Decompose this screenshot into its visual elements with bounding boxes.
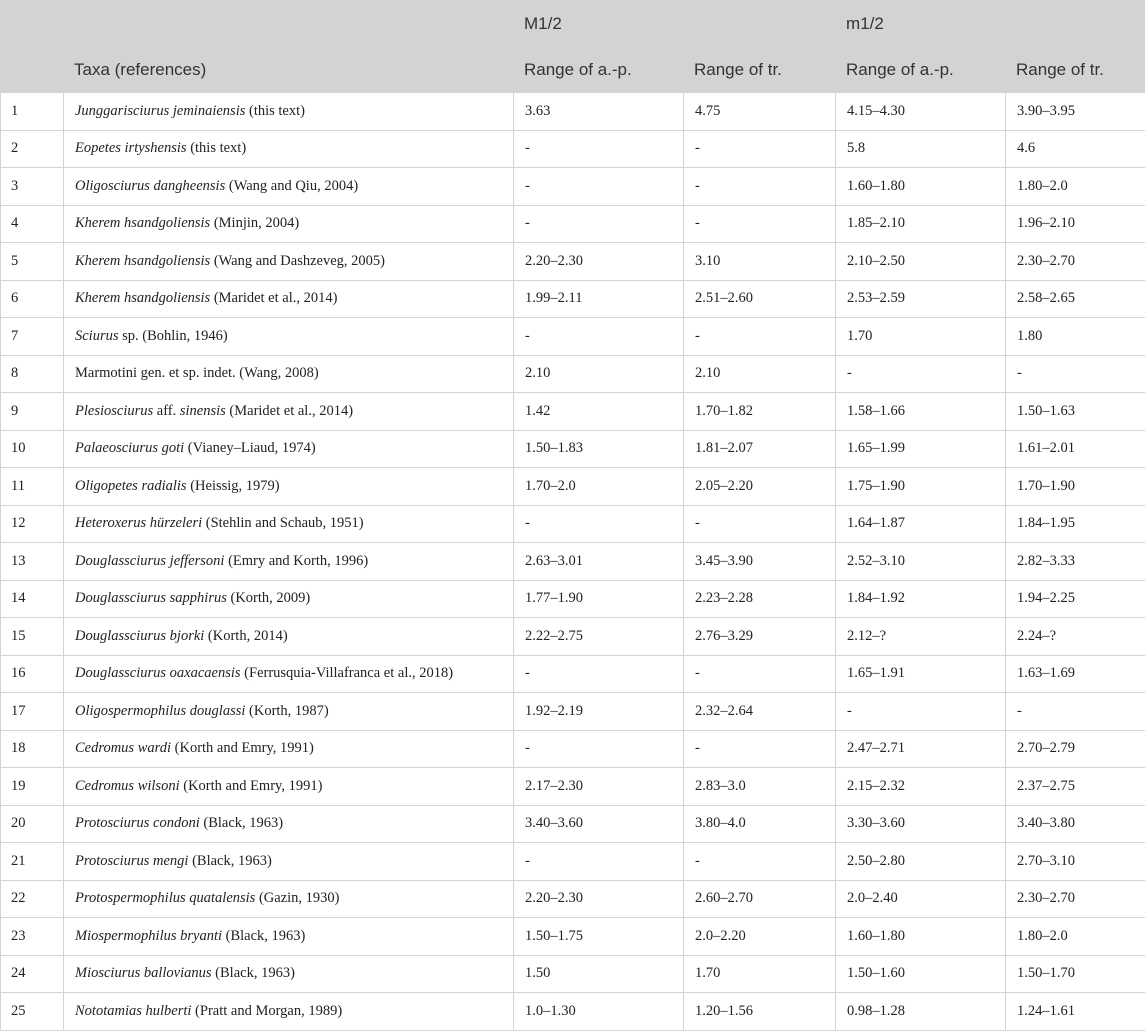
taxon-scientific-name: Kherem hsandgoliensis [75, 290, 210, 306]
taxon-scientific-name: Plesiosciurus [75, 403, 153, 419]
row-number: 4 [1, 205, 64, 243]
m-upper-range-ap: 1.77–1.90 [514, 580, 684, 618]
m-lower-range-ap: 2.47–2.71 [836, 730, 1006, 768]
m-upper-range-ap: - [514, 730, 684, 768]
taxon-scientific-name: Douglassciurus oaxacaensis [75, 665, 241, 681]
taxon-reference: (Korth, 1987) [245, 703, 328, 719]
header-taxa-blank [64, 1, 514, 47]
taxon-cell [64, 280, 514, 318]
row-number: 10 [1, 430, 64, 468]
taxon-cell [64, 243, 514, 281]
m-upper-range-ap: 1.50–1.83 [514, 430, 684, 468]
m-lower-range-ap: 1.85–2.10 [836, 205, 1006, 243]
taxon-cell [64, 880, 514, 918]
m-lower-range-ap: 1.50–1.60 [836, 955, 1006, 993]
taxon-cell [64, 205, 514, 243]
taxon-scientific-name: Protosciurus mengi [75, 853, 188, 869]
row-number: 21 [1, 843, 64, 881]
table-row [1, 768, 1145, 806]
table-header [1, 1, 1145, 93]
m-lower-range-tr: 1.84–1.95 [1006, 505, 1145, 543]
taxon-reference: (Korth, 2009) [227, 590, 310, 606]
taxon-reference: (this text) [245, 103, 305, 119]
m-lower-range-ap: 1.70 [836, 318, 1006, 356]
row-number: 14 [1, 580, 64, 618]
taxon-scientific-name: Cedromus wardi [75, 740, 171, 756]
taxon-cell [64, 768, 514, 806]
m-upper-range-ap: 1.0–1.30 [514, 993, 684, 1031]
m-lower-range-ap: 1.60–1.80 [836, 918, 1006, 956]
taxon-cell [64, 468, 514, 506]
m-upper-range-tr: 1.20–1.56 [684, 993, 836, 1031]
taxon-scientific-name: Cedromus wilsoni [75, 778, 180, 794]
taxon-scientific-name: Miosciurus ballovianus [75, 965, 212, 981]
row-number: 11 [1, 468, 64, 506]
table-row [1, 318, 1145, 356]
m-lower-range-ap: 2.12–? [836, 618, 1006, 656]
m-lower-range-tr: 1.80–2.0 [1006, 918, 1145, 956]
row-number: 18 [1, 730, 64, 768]
m-upper-range-ap: 1.50 [514, 955, 684, 993]
header-group-m-upper: M1/2 [514, 1, 836, 47]
m-upper-range-tr: 2.83–3.0 [684, 768, 836, 806]
taxon-cell [64, 580, 514, 618]
taxon-scientific-name: Miospermophilus bryanti [75, 928, 222, 944]
m-lower-range-tr: 2.37–2.75 [1006, 768, 1145, 806]
m-lower-range-ap: 2.50–2.80 [836, 843, 1006, 881]
m-upper-range-ap: 3.40–3.60 [514, 805, 684, 843]
row-number: 6 [1, 280, 64, 318]
m-upper-range-ap: 2.63–3.01 [514, 543, 684, 581]
row-number: 5 [1, 243, 64, 281]
row-number: 2 [1, 130, 64, 168]
taxon-cell [64, 543, 514, 581]
taxon-reference: (Ferrusquia-Villafranca et al., 2018) [241, 665, 454, 681]
taxon-reference: (Heissig, 1979) [187, 478, 280, 494]
table-row [1, 580, 1145, 618]
table-row [1, 693, 1145, 731]
m-lower-range-ap: 2.52–3.10 [836, 543, 1006, 581]
m-upper-range-ap: - [514, 168, 684, 206]
row-number: 17 [1, 693, 64, 731]
taxon-cell [64, 168, 514, 206]
header-m-lower-range-tr: Range of tr. [1006, 47, 1145, 93]
taxon-scientific-name: Protospermophilus quatalensis [75, 890, 255, 906]
taxon-reference: (Korth and Emry, 1991) [171, 740, 314, 756]
m-upper-range-ap: 2.17–2.30 [514, 768, 684, 806]
taxon-cell [64, 130, 514, 168]
m-upper-range-ap: - [514, 843, 684, 881]
m-upper-range-tr: 2.10 [684, 355, 836, 393]
table-body [1, 93, 1145, 1031]
taxon-scientific-name: Kherem hsandgoliensis [75, 215, 210, 231]
m-upper-range-tr: 2.76–3.29 [684, 618, 836, 656]
taxon-scientific-name: Heteroxerus hürzeleri [75, 515, 202, 531]
m-upper-range-tr: - [684, 730, 836, 768]
taxon-reference: Marmotini gen. et sp. indet. (Wang, 2008) [75, 365, 319, 381]
m-lower-range-tr: 1.50–1.70 [1006, 955, 1145, 993]
m-upper-range-ap: 2.10 [514, 355, 684, 393]
taxon-reference: (this text) [187, 140, 247, 156]
taxon-scientific-name: sinensis [180, 403, 226, 419]
taxon-cell [64, 355, 514, 393]
m-lower-range-ap: 1.65–1.91 [836, 655, 1006, 693]
row-number: 3 [1, 168, 64, 206]
table-row [1, 393, 1145, 431]
m-upper-range-tr: - [684, 168, 836, 206]
m-lower-range-ap: 2.0–2.40 [836, 880, 1006, 918]
m-upper-range-tr: 2.23–2.28 [684, 580, 836, 618]
taxon-cell [64, 805, 514, 843]
m-lower-range-tr: 3.40–3.80 [1006, 805, 1145, 843]
taxon-reference: (Wang and Qiu, 2004) [225, 178, 358, 194]
m-upper-range-tr: 2.32–2.64 [684, 693, 836, 731]
taxon-cell [64, 730, 514, 768]
m-lower-range-ap: - [836, 355, 1006, 393]
taxon-cell [64, 693, 514, 731]
m-lower-range-tr: 2.58–2.65 [1006, 280, 1145, 318]
m-upper-range-ap: 3.63 [514, 93, 684, 131]
m-upper-range-tr: - [684, 655, 836, 693]
table-row [1, 655, 1145, 693]
header-number-blank [1, 1, 64, 93]
m-upper-range-tr: 4.75 [684, 93, 836, 131]
taxon-scientific-name: Kherem hsandgoliensis [75, 253, 210, 269]
taxon-reference: (Vianey–Liaud, 1974) [184, 440, 316, 456]
header-column-row [1, 47, 1145, 93]
row-number: 8 [1, 355, 64, 393]
taxon-cell [64, 993, 514, 1031]
m-lower-range-ap: 1.84–1.92 [836, 580, 1006, 618]
m-upper-range-ap: 1.99–2.11 [514, 280, 684, 318]
m-lower-range-tr: 1.63–1.69 [1006, 655, 1145, 693]
table-row [1, 130, 1145, 168]
m-upper-range-ap: - [514, 318, 684, 356]
table-row [1, 955, 1145, 993]
table-row [1, 430, 1145, 468]
m-lower-range-tr: 1.80 [1006, 318, 1145, 356]
m-upper-range-ap: 1.92–2.19 [514, 693, 684, 731]
m-lower-range-tr: 1.80–2.0 [1006, 168, 1145, 206]
taxon-reference: (Black, 1963) [222, 928, 305, 944]
m-lower-range-tr: 1.61–2.01 [1006, 430, 1145, 468]
taxon-scientific-name: Oligopetes radialis [75, 478, 187, 494]
m-upper-range-tr: - [684, 505, 836, 543]
header-m-upper-range-ap: Range of a.-p. [514, 47, 684, 93]
m-lower-range-tr: 1.24–1.61 [1006, 993, 1145, 1031]
row-number: 19 [1, 768, 64, 806]
taxon-reference: (Black, 1963) [188, 853, 271, 869]
m-lower-range-tr: - [1006, 693, 1145, 731]
m-upper-range-tr: - [684, 130, 836, 168]
m-lower-range-ap: - [836, 693, 1006, 731]
m-lower-range-ap: 3.30–3.60 [836, 805, 1006, 843]
m-lower-range-tr: 2.82–3.33 [1006, 543, 1145, 581]
taxon-reference: (Maridet et al., 2014) [226, 403, 353, 419]
taxon-cell [64, 505, 514, 543]
m-upper-range-ap: - [514, 130, 684, 168]
m-upper-range-tr: 3.10 [684, 243, 836, 281]
row-number: 12 [1, 505, 64, 543]
m-upper-range-ap: 2.22–2.75 [514, 618, 684, 656]
m-lower-range-tr: 1.94–2.25 [1006, 580, 1145, 618]
row-number: 15 [1, 618, 64, 656]
row-number: 7 [1, 318, 64, 356]
taxon-cell [64, 955, 514, 993]
m-lower-range-ap: 1.60–1.80 [836, 168, 1006, 206]
taxon-scientific-name: Oligosciurus dangheensis [75, 178, 225, 194]
m-lower-range-tr: 4.6 [1006, 130, 1145, 168]
table-row [1, 505, 1145, 543]
m-upper-range-tr: 1.70–1.82 [684, 393, 836, 431]
m-lower-range-ap: 4.15–4.30 [836, 93, 1006, 131]
table-row [1, 468, 1145, 506]
m-lower-range-tr: 1.50–1.63 [1006, 393, 1145, 431]
m-upper-range-tr: - [684, 205, 836, 243]
taxon-cell [64, 918, 514, 956]
row-number: 20 [1, 805, 64, 843]
row-number: 25 [1, 993, 64, 1031]
taxon-reference: (Black, 1963) [212, 965, 295, 981]
m-lower-range-tr: 2.30–2.70 [1006, 243, 1145, 281]
taxon-cell [64, 393, 514, 431]
m-upper-range-tr: 2.0–2.20 [684, 918, 836, 956]
row-number: 13 [1, 543, 64, 581]
m-lower-range-tr: 2.24–? [1006, 618, 1145, 656]
table-row [1, 993, 1145, 1031]
taxon-scientific-name: Junggarisciurus jeminaiensis [75, 103, 245, 119]
taxon-scientific-name: Nototamias hulberti [75, 1003, 191, 1019]
table-row [1, 168, 1145, 206]
taxon-reference: (Korth and Emry, 1991) [180, 778, 323, 794]
header-m-lower-range-ap: Range of a.-p. [836, 47, 1006, 93]
taxon-cell [64, 93, 514, 131]
header-taxa: Taxa (references) [64, 47, 514, 93]
table-row [1, 843, 1145, 881]
table-row [1, 730, 1145, 768]
taxon-reference: aff. [153, 403, 180, 419]
table-row [1, 880, 1145, 918]
taxon-cell [64, 430, 514, 468]
m-lower-range-tr: 2.30–2.70 [1006, 880, 1145, 918]
m-lower-range-ap: 1.58–1.66 [836, 393, 1006, 431]
table-row [1, 805, 1145, 843]
m-lower-range-tr: 1.70–1.90 [1006, 468, 1145, 506]
m-upper-range-tr: - [684, 843, 836, 881]
m-upper-range-tr: 2.60–2.70 [684, 880, 836, 918]
taxon-scientific-name: Protosciurus condoni [75, 815, 200, 831]
m-upper-range-ap: 1.42 [514, 393, 684, 431]
m-upper-range-ap: 1.70–2.0 [514, 468, 684, 506]
m-upper-range-tr: 3.45–3.90 [684, 543, 836, 581]
taxon-reference: (Emry and Korth, 1996) [224, 553, 368, 569]
m-lower-range-tr: 2.70–3.10 [1006, 843, 1145, 881]
m-lower-range-ap: 1.75–1.90 [836, 468, 1006, 506]
taxon-scientific-name: Sciurus [75, 328, 119, 344]
m-lower-range-ap: 0.98–1.28 [836, 993, 1006, 1031]
m-lower-range-tr: 2.70–2.79 [1006, 730, 1145, 768]
taxon-reference: (Wang and Dashzeveg, 2005) [210, 253, 385, 269]
m-upper-range-ap: - [514, 205, 684, 243]
m-lower-range-ap: 2.53–2.59 [836, 280, 1006, 318]
m-lower-range-tr: - [1006, 355, 1145, 393]
table-row [1, 243, 1145, 281]
taxon-scientific-name: Palaeosciurus goti [75, 440, 184, 456]
taxon-cell [64, 318, 514, 356]
m-lower-range-ap: 5.8 [836, 130, 1006, 168]
table-row [1, 618, 1145, 656]
taxon-reference: (Maridet et al., 2014) [210, 290, 337, 306]
m-lower-range-ap: 2.10–2.50 [836, 243, 1006, 281]
table-row [1, 93, 1145, 131]
m-upper-range-tr: 2.05–2.20 [684, 468, 836, 506]
taxon-scientific-name: Oligospermophilus douglassi [75, 703, 245, 719]
m-upper-range-tr: 1.70 [684, 955, 836, 993]
row-number: 16 [1, 655, 64, 693]
header-group-m-lower: m1/2 [836, 1, 1145, 47]
table-row [1, 543, 1145, 581]
m-upper-range-ap: - [514, 505, 684, 543]
taxon-cell [64, 843, 514, 881]
header-group-row [1, 1, 1145, 47]
m-upper-range-ap: 2.20–2.30 [514, 243, 684, 281]
m-upper-range-ap: 1.50–1.75 [514, 918, 684, 956]
m-upper-range-tr: 3.80–4.0 [684, 805, 836, 843]
m-upper-range-ap: 2.20–2.30 [514, 880, 684, 918]
taxon-scientific-name: Eopetes irtyshensis [75, 140, 187, 156]
taxon-reference: (Minjin, 2004) [210, 215, 299, 231]
taxon-scientific-name: Douglassciurus bjorki [75, 628, 204, 644]
taxon-reference: sp. (Bohlin, 1946) [119, 328, 228, 344]
m-lower-range-ap: 2.15–2.32 [836, 768, 1006, 806]
m-upper-range-ap: - [514, 655, 684, 693]
row-number: 9 [1, 393, 64, 431]
taxon-reference: (Black, 1963) [200, 815, 283, 831]
taxon-reference: (Korth, 2014) [204, 628, 287, 644]
row-number: 23 [1, 918, 64, 956]
table-row [1, 280, 1145, 318]
row-number: 1 [1, 93, 64, 131]
taxon-cell [64, 618, 514, 656]
taxon-scientific-name: Douglassciurus jeffersoni [75, 553, 224, 569]
row-number: 22 [1, 880, 64, 918]
taxon-scientific-name: Douglassciurus sapphirus [75, 590, 227, 606]
m-upper-range-tr: 2.51–2.60 [684, 280, 836, 318]
table-row [1, 355, 1145, 393]
table-row [1, 205, 1145, 243]
header-m-upper-range-tr: Range of tr. [684, 47, 836, 93]
m-lower-range-ap: 1.65–1.99 [836, 430, 1006, 468]
taxon-reference: (Pratt and Morgan, 1989) [191, 1003, 342, 1019]
taxon-reference: (Stehlin and Schaub, 1951) [202, 515, 364, 531]
m-upper-range-tr: - [684, 318, 836, 356]
m-lower-range-ap: 1.64–1.87 [836, 505, 1006, 543]
m-lower-range-tr: 3.90–3.95 [1006, 93, 1145, 131]
taxon-reference: (Gazin, 1930) [255, 890, 339, 906]
row-number: 24 [1, 955, 64, 993]
m-lower-range-tr: 1.96–2.10 [1006, 205, 1145, 243]
table-row [1, 918, 1145, 956]
taxon-cell [64, 655, 514, 693]
m-upper-range-tr: 1.81–2.07 [684, 430, 836, 468]
